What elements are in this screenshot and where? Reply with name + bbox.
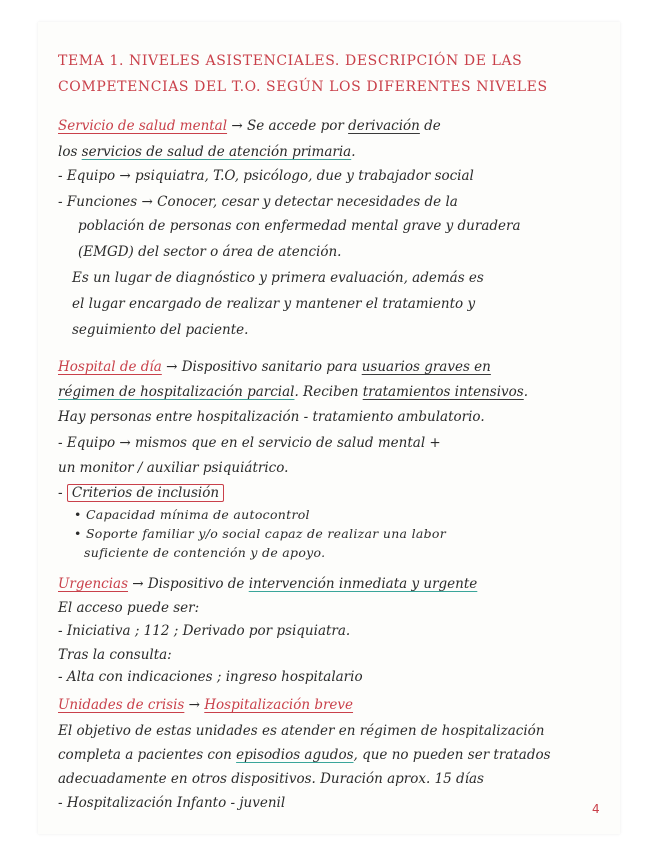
criterios-line (58, 484, 224, 502)
title-line-2: COMPETENCIAS DEL T.O. SEGÚN LOS DIFERENTES NIVELES (58, 79, 548, 95)
text-span: → Se accede por (227, 118, 349, 134)
section-heading: Urgencias (58, 576, 129, 592)
text-span: los (58, 144, 82, 160)
text-span: → Dispositivo de (128, 576, 249, 592)
text-line: el lugar encargado de realizar y mantener el tratamiento y (72, 296, 476, 312)
text-line: Es un lugar de diagnóstico y primera evaluación, además es (72, 270, 484, 286)
section-urgencias-header (58, 575, 477, 593)
title-line-1: TEMA 1. NIVELES ASISTENCIALES. DESCRIPCIÓN DE LAS (58, 53, 523, 69)
section-unidades-crisis-header (58, 696, 353, 714)
text-line: Hay personas entre hospitalización - tratamiento ambulatorio. (58, 409, 485, 425)
text-line: - Hospitalización Infanto - juvenil (58, 795, 286, 811)
text-line: El acceso puede ser: (58, 600, 200, 616)
text-line: adecuadamente en otros dispositivos. Duración aprox. 15 días (58, 771, 484, 787)
text-line: - Iniciativa ; 112 ; Derivado por psiquiatra. (58, 623, 351, 639)
text-span: . Reciben (294, 384, 363, 400)
text-line: población de personas con enfermedad mental grave y duradera (78, 218, 521, 234)
text-line: - Funciones → Conocer, cesar y detectar necesidades de la (58, 194, 458, 210)
text-line (58, 383, 528, 401)
section-hospital-dia-header (58, 358, 491, 376)
keyword-usuarios-graves: usuarios graves en (361, 359, 491, 375)
text-span: , que no pueden ser tratados (353, 747, 551, 763)
bullet-item: • Soporte familiar y/o social capaz de realizar una labor (74, 526, 447, 541)
criterios-box: Criterios de inclusión (67, 484, 224, 502)
text-span: . (523, 384, 529, 400)
page-number: 4 (592, 802, 600, 816)
text-span: → Dispositivo sanitario para (161, 359, 362, 375)
text-line (58, 746, 551, 764)
text-line: Tras la consulta: (58, 647, 172, 663)
text-line: El objetivo de estas unidades es atender en régimen de hospitalización (58, 723, 545, 739)
bullet-item: • Capacidad mínima de autocontrol (74, 507, 310, 522)
text-line: - Alta con indicaciones ; ingreso hospitalario (58, 669, 363, 685)
section-heading: Hospital de día (58, 359, 162, 375)
text-line (58, 143, 356, 161)
text-span: - (58, 485, 67, 501)
keyword-atencion-primaria: servicios de salud de atención primaria (81, 144, 352, 160)
text-line: - Equipo → mismos que en el servicio de salud mental + (58, 435, 441, 451)
section-salud-mental-header (58, 117, 441, 135)
text-line: - Equipo → psiquiatra, T.O, psicólogo, due y trabajador social (58, 168, 474, 184)
keyword-regimen-parcial: régimen de hospitalización parcial (58, 384, 295, 400)
text-span: completa a pacientes con (58, 747, 237, 763)
text-span: → (184, 697, 205, 713)
text-line: un monitor / auxiliar psiquiátrico. (58, 460, 289, 476)
section-heading: Servicio de salud mental (58, 118, 228, 134)
keyword-intervencion: intervención inmediata y urgente (248, 576, 478, 592)
text-line: (EMGD) del sector o área de atención. (78, 244, 342, 260)
section-heading: Unidades de crisis (58, 697, 185, 713)
keyword-tratamientos-intensivos: tratamientos intensivos (362, 384, 524, 400)
bullet-item: suficiente de contención y de apoyo. (84, 545, 326, 560)
keyword-derivacion: derivación (348, 118, 420, 134)
text-line: seguimiento del paciente. (72, 322, 249, 338)
text-span: . (351, 144, 356, 160)
text-span: de (419, 118, 441, 134)
keyword-hospitalizacion-breve: Hospitalización breve (204, 697, 354, 713)
keyword-episodios-agudos: episodios agudos (236, 747, 354, 763)
